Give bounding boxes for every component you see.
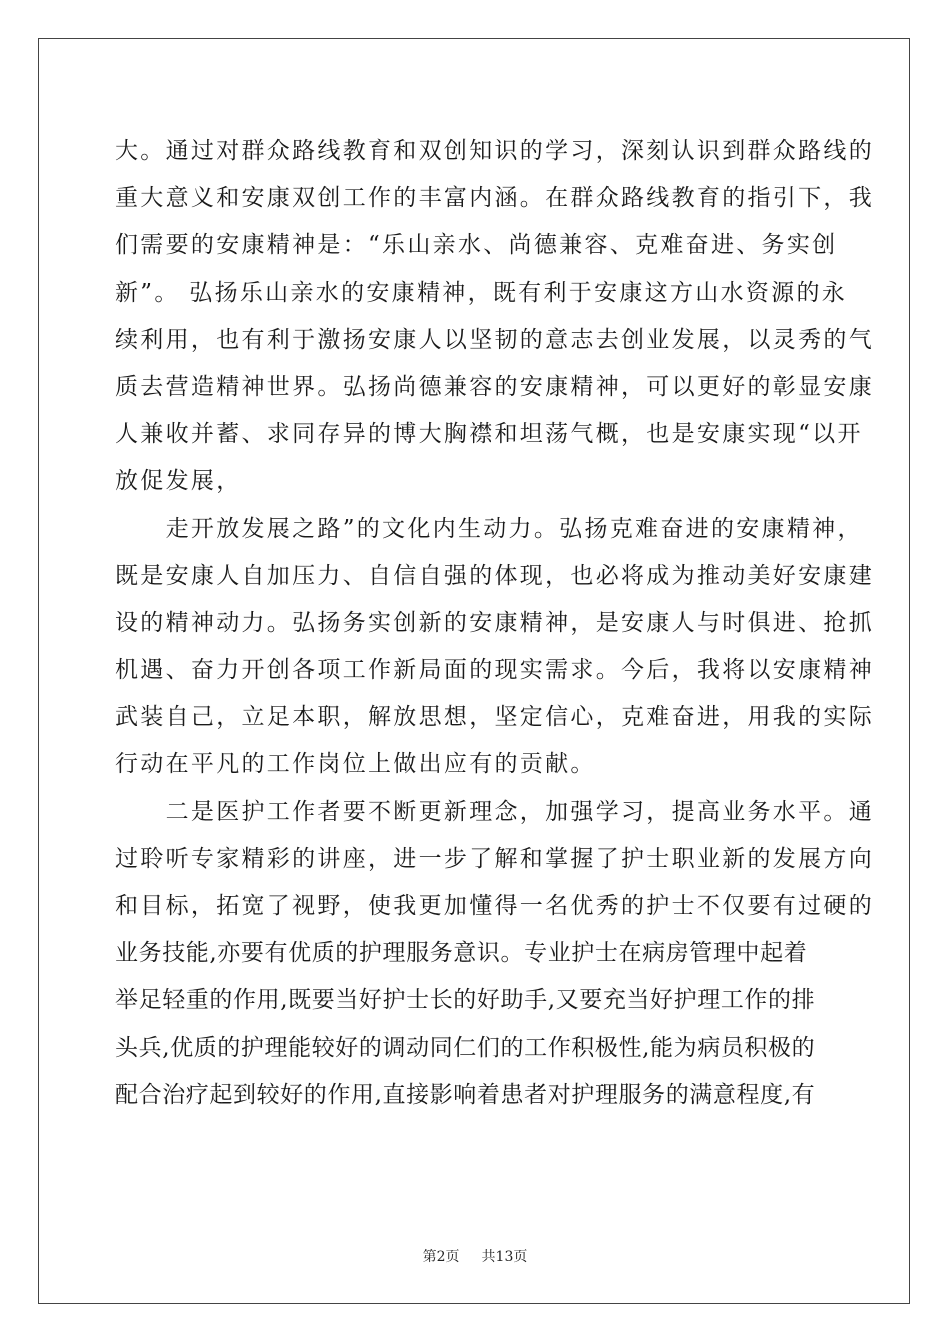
text-line: 大。通过对群众路线教育和双创知识的学习，深刻认识到群众路线的 — [115, 138, 874, 164]
text-line: 放促发展， — [115, 468, 242, 495]
text-line: 设的精神动力。弘扬务实创新的安康精神，是安康人与时俱进、抢抓 — [115, 609, 874, 636]
text-line: 举足轻重的作用,既要当好护士长的好助手,又要充当好护理工作的排 — [115, 987, 816, 1014]
text-line: 过聆听专家精彩的讲座，进一步了解和掌握了护士职业新的发展方向 — [115, 845, 874, 872]
text-line: 新”。 弘扬乐山亲水的安康精神，既有利于安康这方山水资源的永 — [115, 279, 848, 306]
text-line: 质去营造精神世界。弘扬尚德兼容的安康精神，可以更好的彰显安康 — [115, 373, 874, 400]
text-line: 续利用，也有利于激扬安康人以坚韧的意志去创业发展，以灵秀的气 — [115, 326, 874, 353]
text-line: 机遇、奋力开创各项工作新局面的现实需求。今后，我将以安康精神 — [115, 657, 874, 684]
text-line: 二是医护工作者要不断更新理念，加强学习，提高业务水平。通 — [115, 798, 874, 825]
text-line: 既是安康人自加压力、自信自强的体现，也必将成为推动美好安康建 — [115, 562, 874, 589]
text-line: 人兼收并蓄、求同存异的博大胸襟和坦荡气概，也是安康实现“以开 — [115, 421, 863, 448]
text-line: 走开放发展之路”的文化内生动力。弘扬克难奋进的安康精神， — [115, 515, 863, 542]
text-line: 武装自己，立足本职，解放思想，坚定信心，克难奋进，用我的实际 — [115, 704, 874, 731]
page-number: 第2页 — [422, 1249, 460, 1265]
page-footer — [0, 1246, 950, 1266]
text-line: 行动在平凡的工作岗位上做出应有的贡献。 — [115, 751, 596, 778]
text-line: 配合治疗起到较好的作用,直接影响着患者对护理服务的满意程度,有 — [115, 1081, 816, 1108]
text-line: 重大意义和安康双创工作的丰富内涵。在群众路线教育的指引下，我 — [115, 185, 874, 212]
text-line: 头兵,优质的护理能较好的调动同仁们的工作积极性,能为病员积极的 — [115, 1034, 816, 1061]
text-line: 业务技能,亦要有优质的护理服务意识。专业护士在病房管理中起着 — [115, 940, 808, 967]
text-line: 和目标，拓宽了视野，使我更加懂得一名优秀的护士不仅要有过硬的 — [115, 893, 874, 919]
page-total: 共13页 — [481, 1249, 528, 1265]
text-line: 们需要的安康精神是：“乐山亲水、尚德兼容、克难奋进、务实创 — [115, 232, 838, 259]
document-body — [115, 128, 874, 1119]
